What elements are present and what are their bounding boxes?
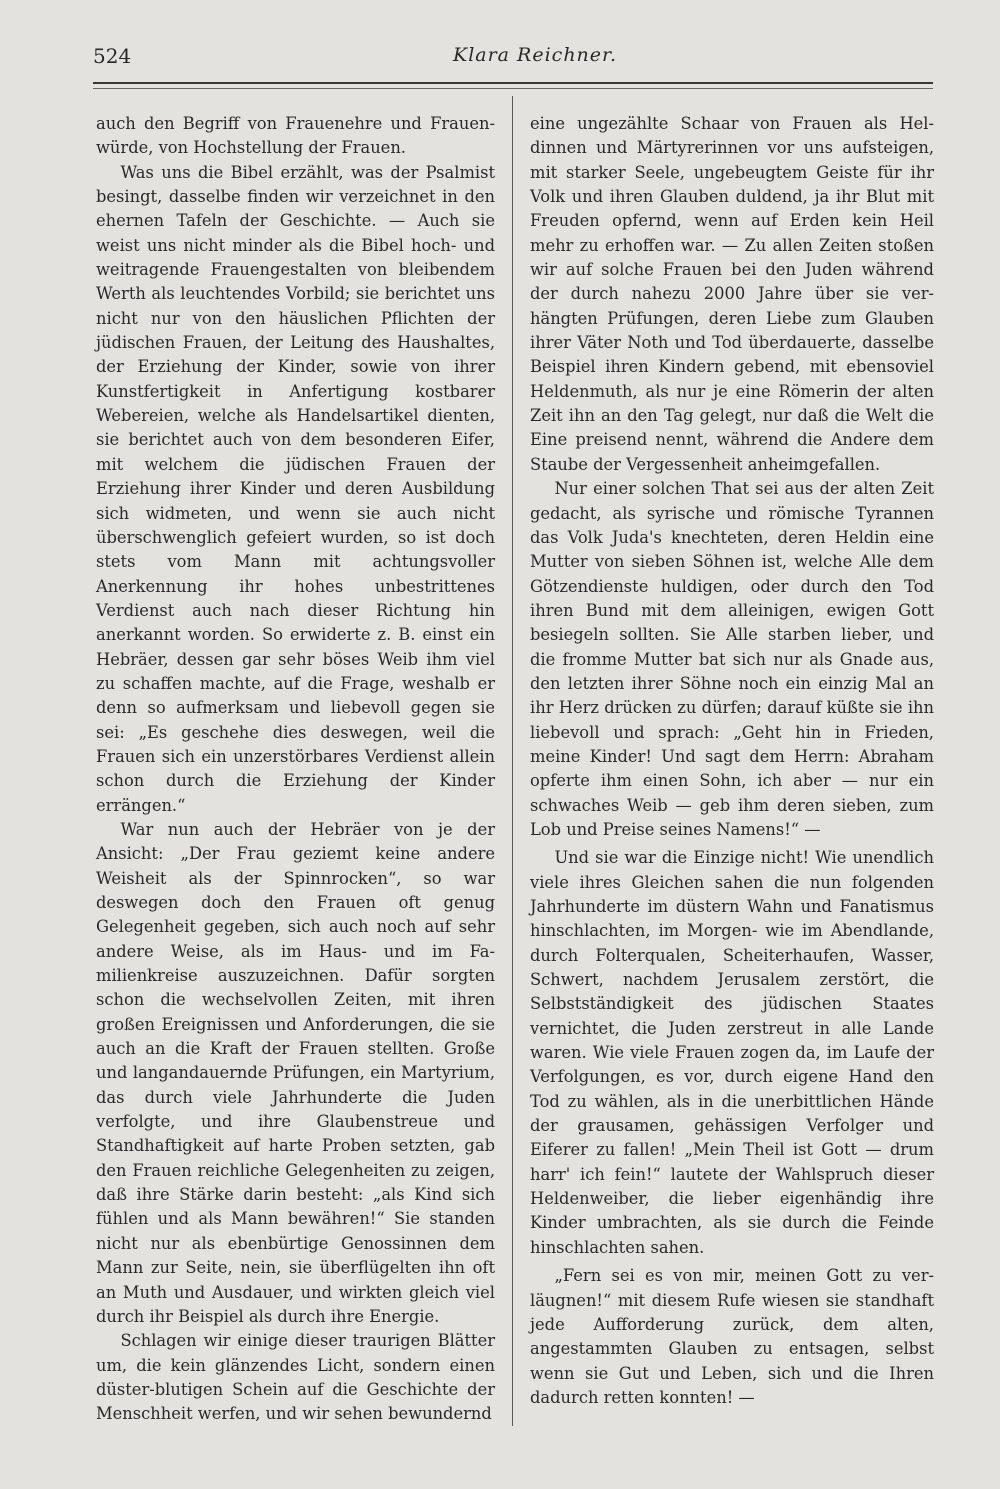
paragraph: eine ungezählte Schaar von Frauen als Heldinnen und Märtyrerinnen vor uns aufsteigen, mit starker Seele, ungebeugtem Geiste für ihr Volk und ihren Glauben duldend, ja ihr Blut mit Freuden opfernd, wenn auf Erden kein Heil mehr zu erhoffen war. — Zu allen Zeiten stoßen wir auf solche Frauen bei den Juden während der durch nahezu 2000 Jahre über sie verhängten Prüfungen, deren Liebe zum Glauben ihrer Väter Noth und Tod überdauerte, dasselbe Beispiel ihren Kindern gebend, mit ebensoviel Heldenmuth, als nur je eine Römerin der alten Zeit ihn an den Tag gelegt, nur daß die Welt die Eine preisend nennt, während die Andere dem Staube der Vergessenheit anheimgefallen. (530, 114, 934, 474)
column-divider (512, 96, 513, 1426)
paragraph: Nur einer solchen That sei aus der alten Zeit gedacht, als syrische und römische Tyrannen das Volk Juda's knechteten, deren Heldin eine Mutter von sieben Söhnen ist, welche Alle dem Götzendienste huldigen, oder durch den Tod ihren Bund mit dem alleinigen, ewigen Gott besiegeln sollten. Sie Alle starben lieber, und die fromme Mutter bat sich nur als Gnade aus, den letzten ihrer Söhne noch ein einzig Mal an ihr Herz drücken zu dürfen; darauf küßte sie ihn liebevoll und sprach: „Geht hin in Frieden, meine Kinder! Und sagt dem Herrn: Abraham opferte ihm einen Sohn, ich aber — nur ein schwaches Weib — geb ihm deren sieben, zum Lob und Preise seines Namens!“ — (530, 479, 934, 839)
left-column (96, 112, 495, 1427)
running-title: Klara Reichner. (453, 44, 618, 66)
paragraph: Was uns die Bibel erzählt, was der Psalmist besingt, dasselbe finden wir verzeichnet in den ehernen Tafeln der Geschichte. — Auch sie weist uns nicht minder als die Bibel hoch- und weitragende Frauengestalten von bleibendem Werth als leuchtendes Vorbild; sie berichtet uns nicht nur von den häuslichen Pflichten der jüdischen Frauen, der Leitung des Haushaltes, der Erziehung der Kinder, sowie von ihrer Kunstfertigkeit in Anfertigung kostbarer Webereien, welche als Handelsartikel dienten, sie berichtet auch von dem besonderen Eifer, mit welchem die jüdischen Frauen der Erziehung ihrer Kinder und deren Ausbildung sich widmeten, und wenn sie auch nicht überschwenglich gefeiert wurden, so ist doch stets vom Mann mit achtungsvoller Anerkennung ihr hohes unbestrittenes Verdienst auch nach dieser Richtung hin anerkannt worden. So erwiderte z. B. einst ein Hebräer, dessen gar sehr böses Weib ihm viel zu schaffen machte, auf die Frage, weshalb er denn so aufmerksam und liebevoll gegen sie sei: „Es geschehe dies deswegen, weil die Frauen sich ein unzerstörbares Verdienst allein schon durch die Erziehung der Kinder errängen.“ (96, 162, 495, 815)
paragraph: War nun auch der Hebräer von je der Ansicht: „Der Frau geziemt keine andere Weisheit als der Spinnrocken“, so war deswegen doch den Frauen oft genug Gelegenheit gegeben, sich auch noch auf sehr andere Weise, als im Haus- und im Familienkreise auszuzeichnen. Dafür sorgten schon die wechselvollen Zeiten, mit ihren großen Ereignissen und Anforderungen, die sie auch an die Kraft der Frauen stellten. Große und langandauernde Prüfungen, ein Martyrium, das durch viele Jahrhunderte die Juden verfolgte, und ihre Glaubenstreue und Standhaftigkeit auf harte Proben setzten, gab den Frauen reichliche Gelegenheiten zu zeigen, daß ihre Stärke darin besteht: „als Kind sich fühlen und als Mann bewähren!“ Sie standen nicht nur als ebenbürtige Genossinnen dem Mann zur Seite, nein, sie überflügelten ihn oft an Muth und Ausdauer, und wirkten gleich viel durch ihr Beispiel als durch ihre Energie. (96, 819, 495, 1326)
header-rule-thin (93, 88, 933, 89)
paragraph: „Fern sei es von mir, meinen Gott zu verläugnen!“ mit diesem Rufe wiesen sie standhaft jede Aufforderung zurück, dem alten, angestammten Glauben zu entsagen, selbst wenn sie Gut und Leben, sich und die Ihren dadurch retten konnten! — (530, 1266, 934, 1407)
paragraph: Schlagen wir einige dieser traurigen Blätter um, die kein glänzendes Licht, sondern einen düster-blutigen Schein auf die Geschichte der Menschheit werfen, und wir sehen bewundernd (96, 1331, 495, 1424)
page-number: 524 (93, 44, 132, 68)
right-column (530, 112, 934, 1410)
running-header (93, 44, 933, 78)
header-rule (93, 82, 933, 84)
paragraph: auch den Begriff von Frauenehre und Frauenwürde, von Hochstellung der Frauen. (96, 114, 495, 158)
paragraph: Und sie war die Einzige nicht! Wie unendlich viele ihres Gleichen sahen die nun folgenden Jahrhunderte im düstern Wahn und Fanatismus hinschlachten, im Morgen- wie im Abendlande, durch Folterqualen, Scheiterhaufen, Wasser, Schwert, nachdem Jerusalem zerstört, die Selbstständigkeit des jüdischen Staates vernichtet, die Juden zerstreut in alle Lande waren. Wie viele Frauen zogen da, im Laufe der Verfolgungen, es vor, durch eigene Hand den Tod zu wählen, als in die unerbittlichen Hände der grausamen, gehässigen Verfolger und Eiferer zu fallen! „Mein Theil ist Gott — drum harr' ich fein!“ lautete der Wahlspruch dieser Heldenweiber, die lieber eigenhändig ihre Kinder umbrachten, als sie durch die Feinde hinschlachten sahen. (530, 848, 934, 1257)
